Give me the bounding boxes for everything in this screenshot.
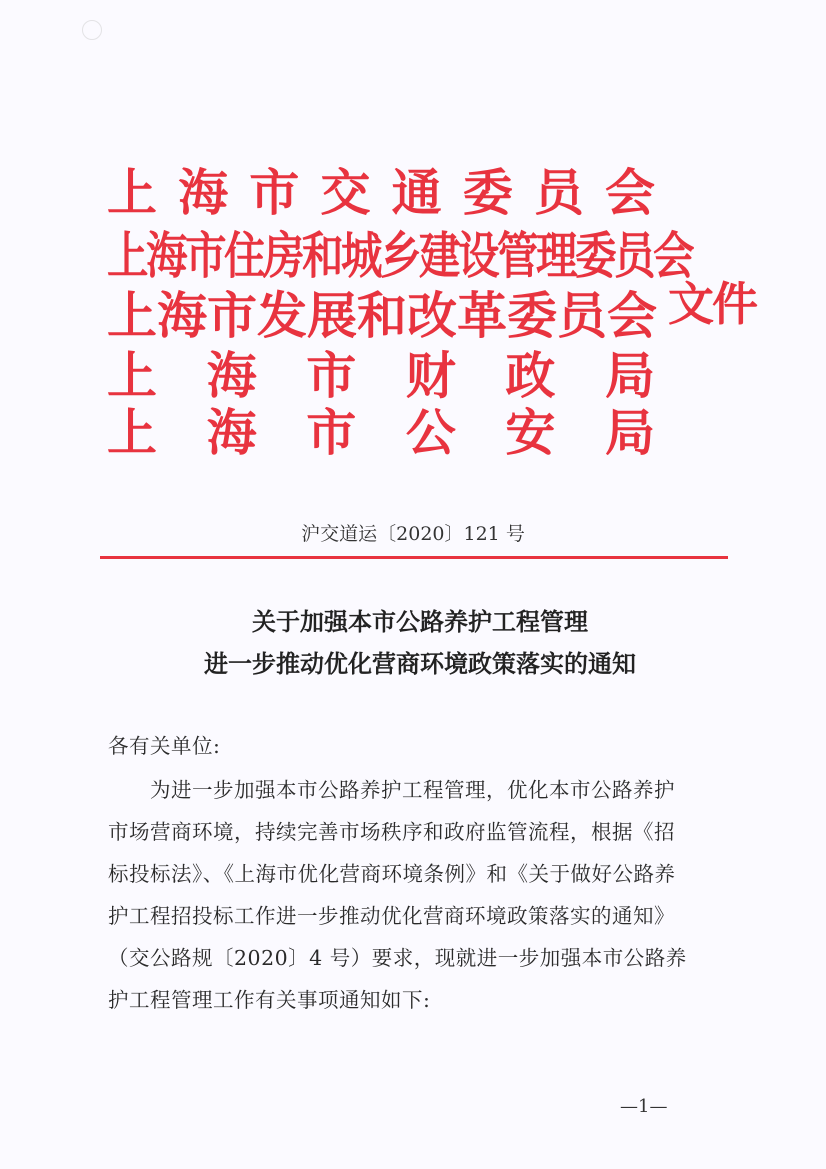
issuer-line: 上 海 市 交 通 委 员 会 <box>107 164 655 222</box>
issuer-line: 上 海 市 公 安 局 <box>107 404 655 462</box>
issuer-line: 上 海 市 财 政 局 <box>107 347 655 405</box>
title-line-1: 关于加强本市公路养护工程管理 <box>252 607 588 636</box>
title-line-2: 进一步推动优化营商环境政策落实的通知 <box>204 649 636 678</box>
scan-mark <box>82 20 102 40</box>
body-line: 为进一步加强本市公路养护工程管理，优化本市公路养护 <box>150 778 675 802</box>
body-line: 标投标法》、《上海市优化营商环境条例》和《关于做好公路养 <box>108 862 676 886</box>
page-number: —1— <box>620 1096 668 1117</box>
body-line: 市场营商环境，持续完善市场秩序和政府监管流程，根据《招 <box>108 820 675 844</box>
body-line: 护工程管理工作有关事项通知如下: <box>108 988 431 1012</box>
red-divider <box>100 556 728 559</box>
document-suffix: 文件 <box>668 277 756 331</box>
issuer-line: 上 海 市 住 房 和 城 乡 建 设 管 理 委 员 会 <box>107 227 695 285</box>
body-line: （交公路规〔2020〕4 号）要求，现就进一步加强本市公路养 <box>108 946 687 970</box>
salutation: 各有关单位: <box>108 734 221 758</box>
body-line: 护工程招投标工作进一步推动优化营商环境政策落实的通知》 <box>108 904 675 928</box>
document-number: 沪交道运〔2020〕121 号 <box>301 523 525 545</box>
issuer-line: 上 海 市 发 展 和 改 革 委 员 会 <box>107 287 657 345</box>
